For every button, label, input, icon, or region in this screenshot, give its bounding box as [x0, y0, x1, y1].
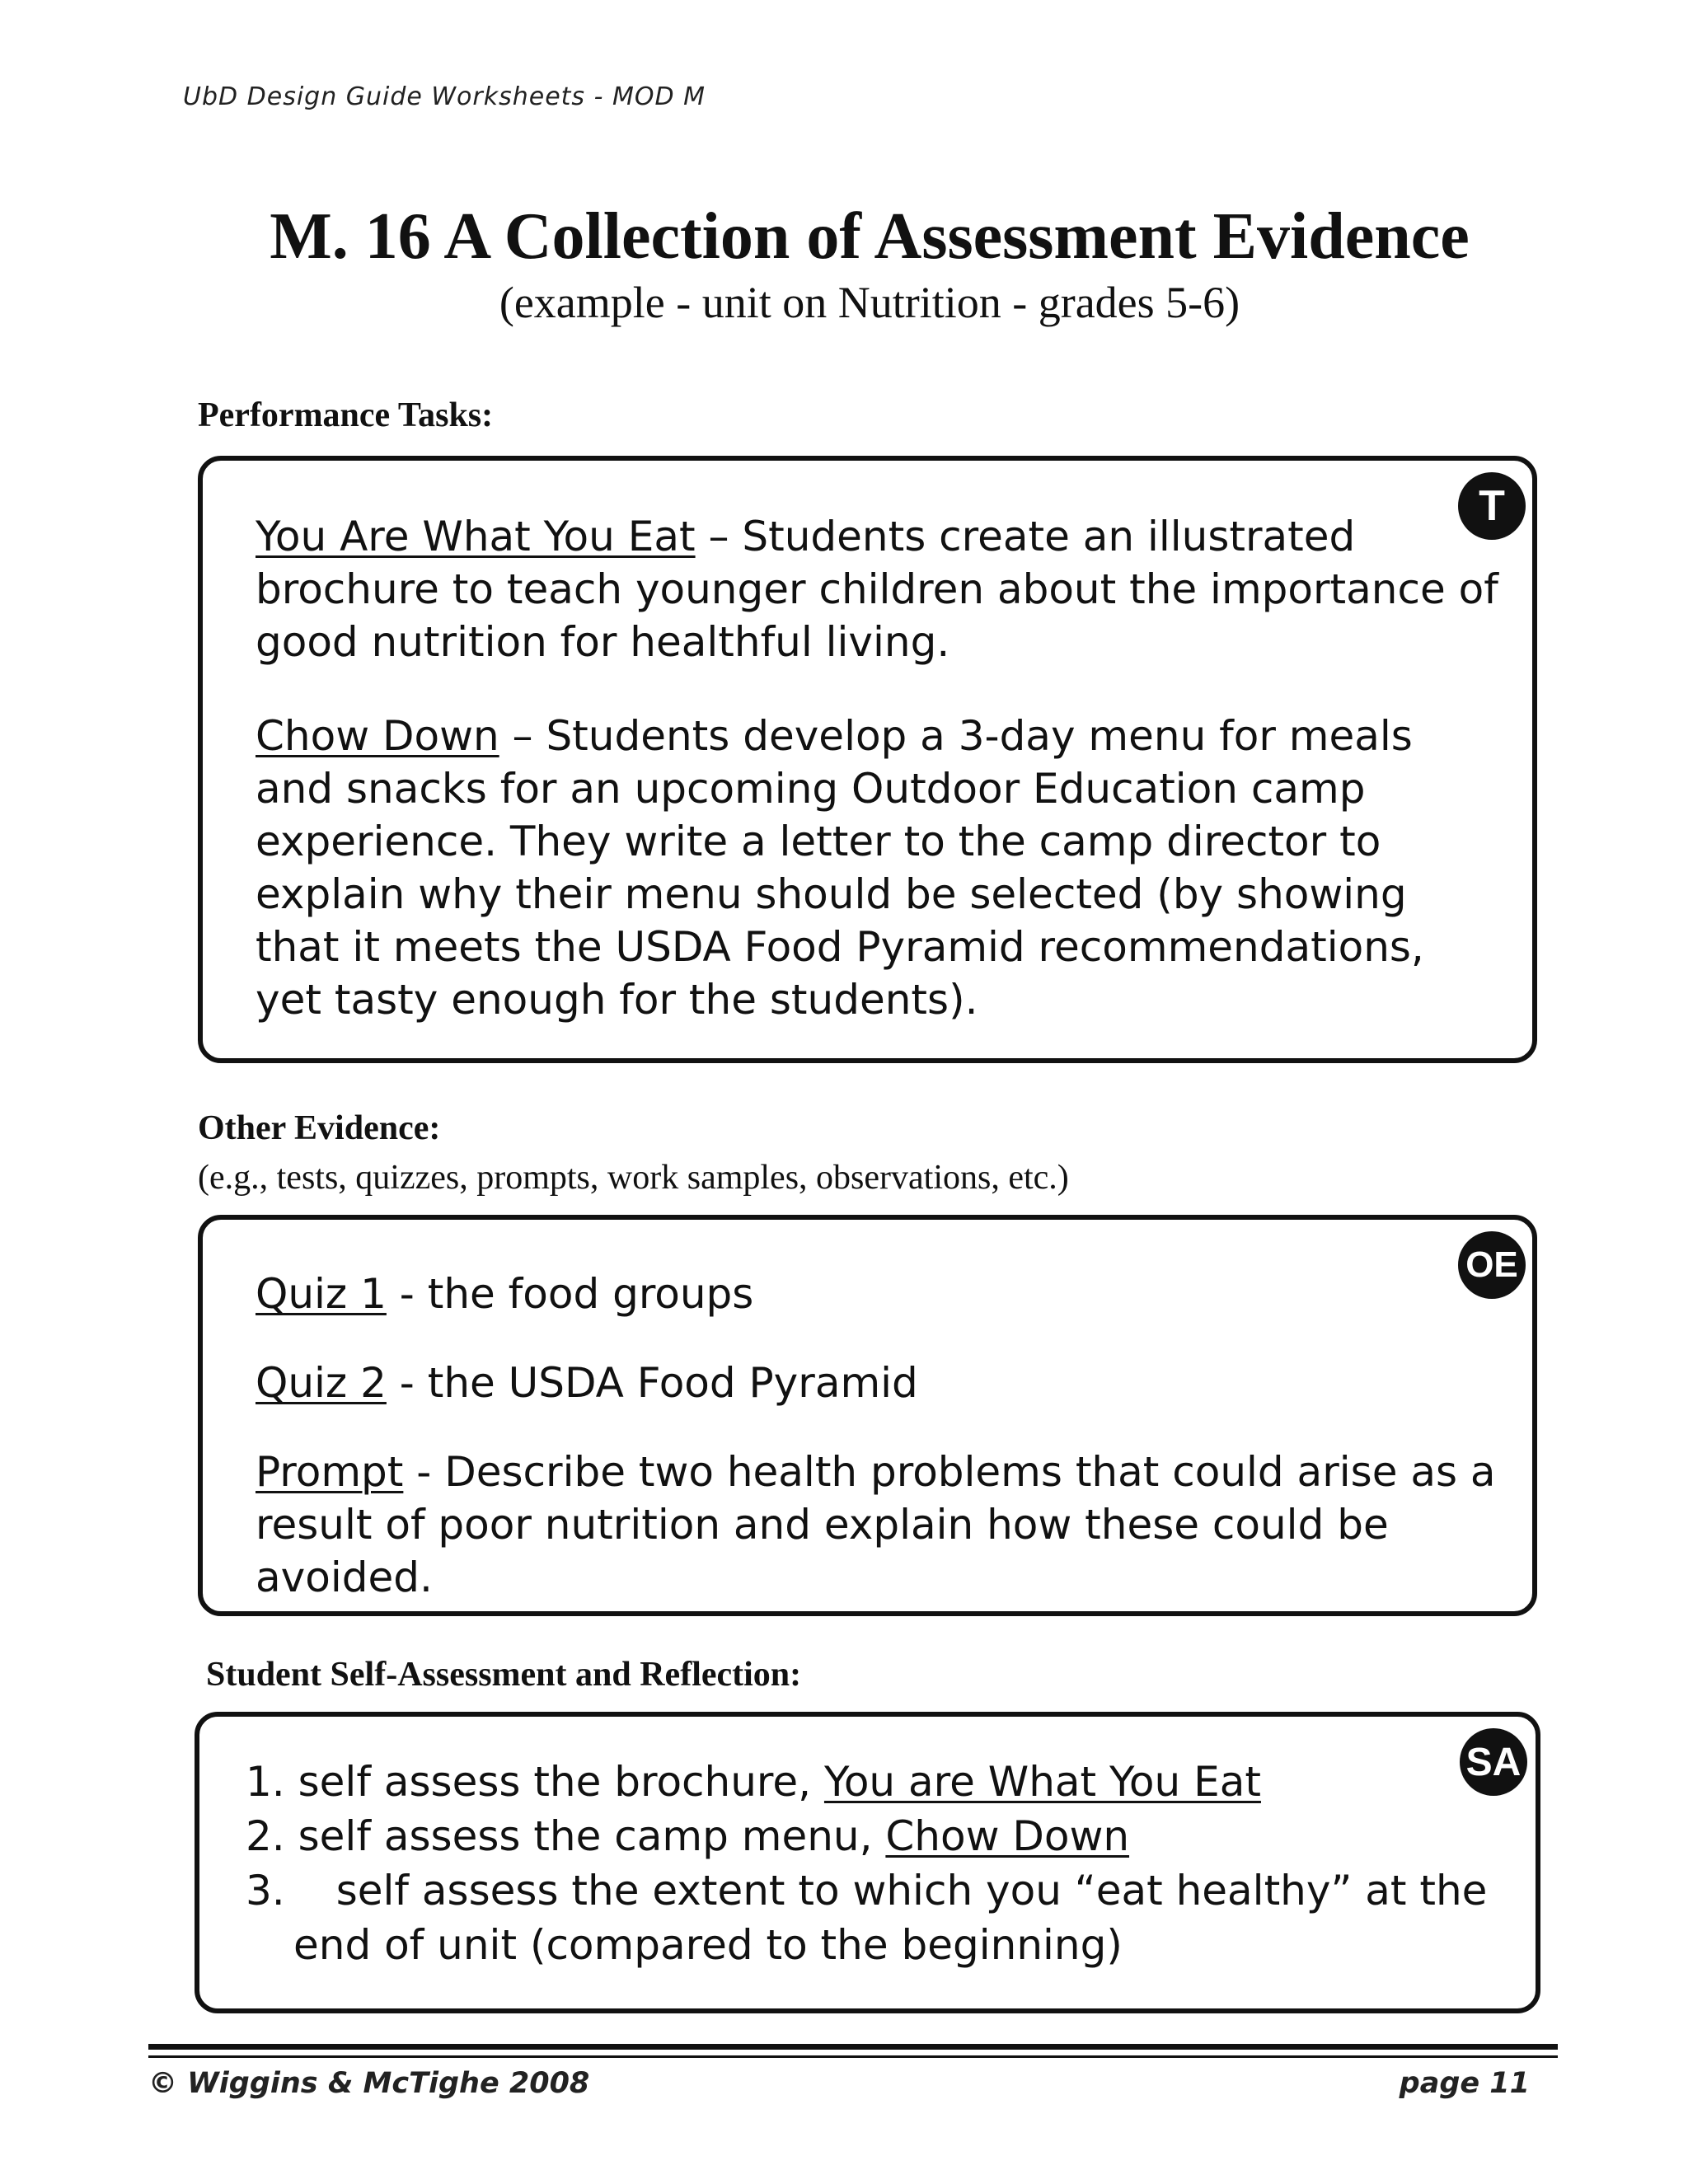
other-evidence-badge: OE: [1458, 1231, 1526, 1299]
footer-copyright: © Wiggins & McTighe 2008: [148, 2067, 590, 2100]
list-number: 1.: [246, 1758, 285, 1806]
task-description: – Students create an illustrated brochure to teach younger children about the importance of good nutrition for healthful living.: [256, 513, 1498, 666]
evidence-title: Quiz 1: [256, 1270, 387, 1318]
evidence-title: Quiz 2: [256, 1359, 387, 1407]
list-link: You are What You Eat: [823, 1758, 1261, 1806]
task-title: Chow Down: [256, 712, 499, 760]
list-text: self assess the camp menu,: [298, 1812, 886, 1860]
list-item-continued: end of unit (compared to the beginning): [293, 1921, 1123, 1969]
running-header: UbD Design Guide Worksheets - MOD M: [183, 82, 706, 111]
self-assessment-badge: SA: [1460, 1728, 1527, 1796]
self-assessment-box: [195, 1712, 1540, 2013]
footer-page-number: page 11: [1399, 2067, 1530, 2100]
list-item: [246, 1863, 1515, 1918]
task-item: [256, 710, 1500, 1026]
self-assessment-list: [246, 1755, 1515, 1972]
evidence-item: [256, 1268, 1500, 1320]
other-evidence-content: [256, 1268, 1500, 1604]
page-subtitle: (example - unit on Nutrition - grades 5-6): [499, 278, 1240, 327]
list-text: self assess the extent to which you “eat healthy” at the: [335, 1867, 1488, 1915]
evidence-title: Prompt: [256, 1448, 404, 1496]
self-assessment-label: Student Self-Assessment and Reflection:: [206, 1656, 802, 1694]
list-number: 2.: [246, 1812, 285, 1860]
footer-rule-thick: [148, 2044, 1558, 2050]
list-item: [246, 1755, 1515, 1809]
evidence-description: - the food groups: [386, 1270, 754, 1318]
evidence-item: [256, 1357, 1500, 1409]
list-text: self assess the brochure,: [298, 1758, 824, 1806]
other-evidence-label: Other Evidence:: [198, 1109, 441, 1147]
other-evidence-note: (e.g., tests, quizzes, prompts, work samples, observations, etc.): [198, 1159, 1069, 1197]
task-title: You Are What You Eat: [256, 513, 696, 560]
list-number: 3.: [246, 1867, 285, 1915]
other-evidence-box: [198, 1215, 1537, 1616]
evidence-item: [256, 1446, 1500, 1604]
performance-tasks-label: Performance Tasks:: [198, 396, 494, 434]
evidence-description: - Describe two health problems that could arise as a result of poor nutrition and explain how these could be avoided.: [256, 1448, 1496, 1601]
evidence-description: - the USDA Food Pyramid: [386, 1359, 918, 1407]
task-description: – Students develop a 3-day menu for meals and snacks for an upcoming Outdoor Education camp experience. They write a letter to the camp director to explain why their menu should be selected (by showing that it meets the USDA Food Pyramid recommendations, yet tasty enough for the students).: [256, 712, 1424, 1024]
performance-task-badge: T: [1458, 472, 1526, 540]
page-title: M. 16 A Collection of Assessment Evidence: [270, 200, 1470, 273]
footer-rule-thin: [148, 2055, 1558, 2058]
list-link: Chow Down: [885, 1812, 1130, 1860]
task-item: [256, 510, 1500, 668]
performance-tasks-content: [256, 510, 1500, 1026]
list-item: [246, 1809, 1515, 1863]
performance-tasks-box: [198, 456, 1537, 1063]
